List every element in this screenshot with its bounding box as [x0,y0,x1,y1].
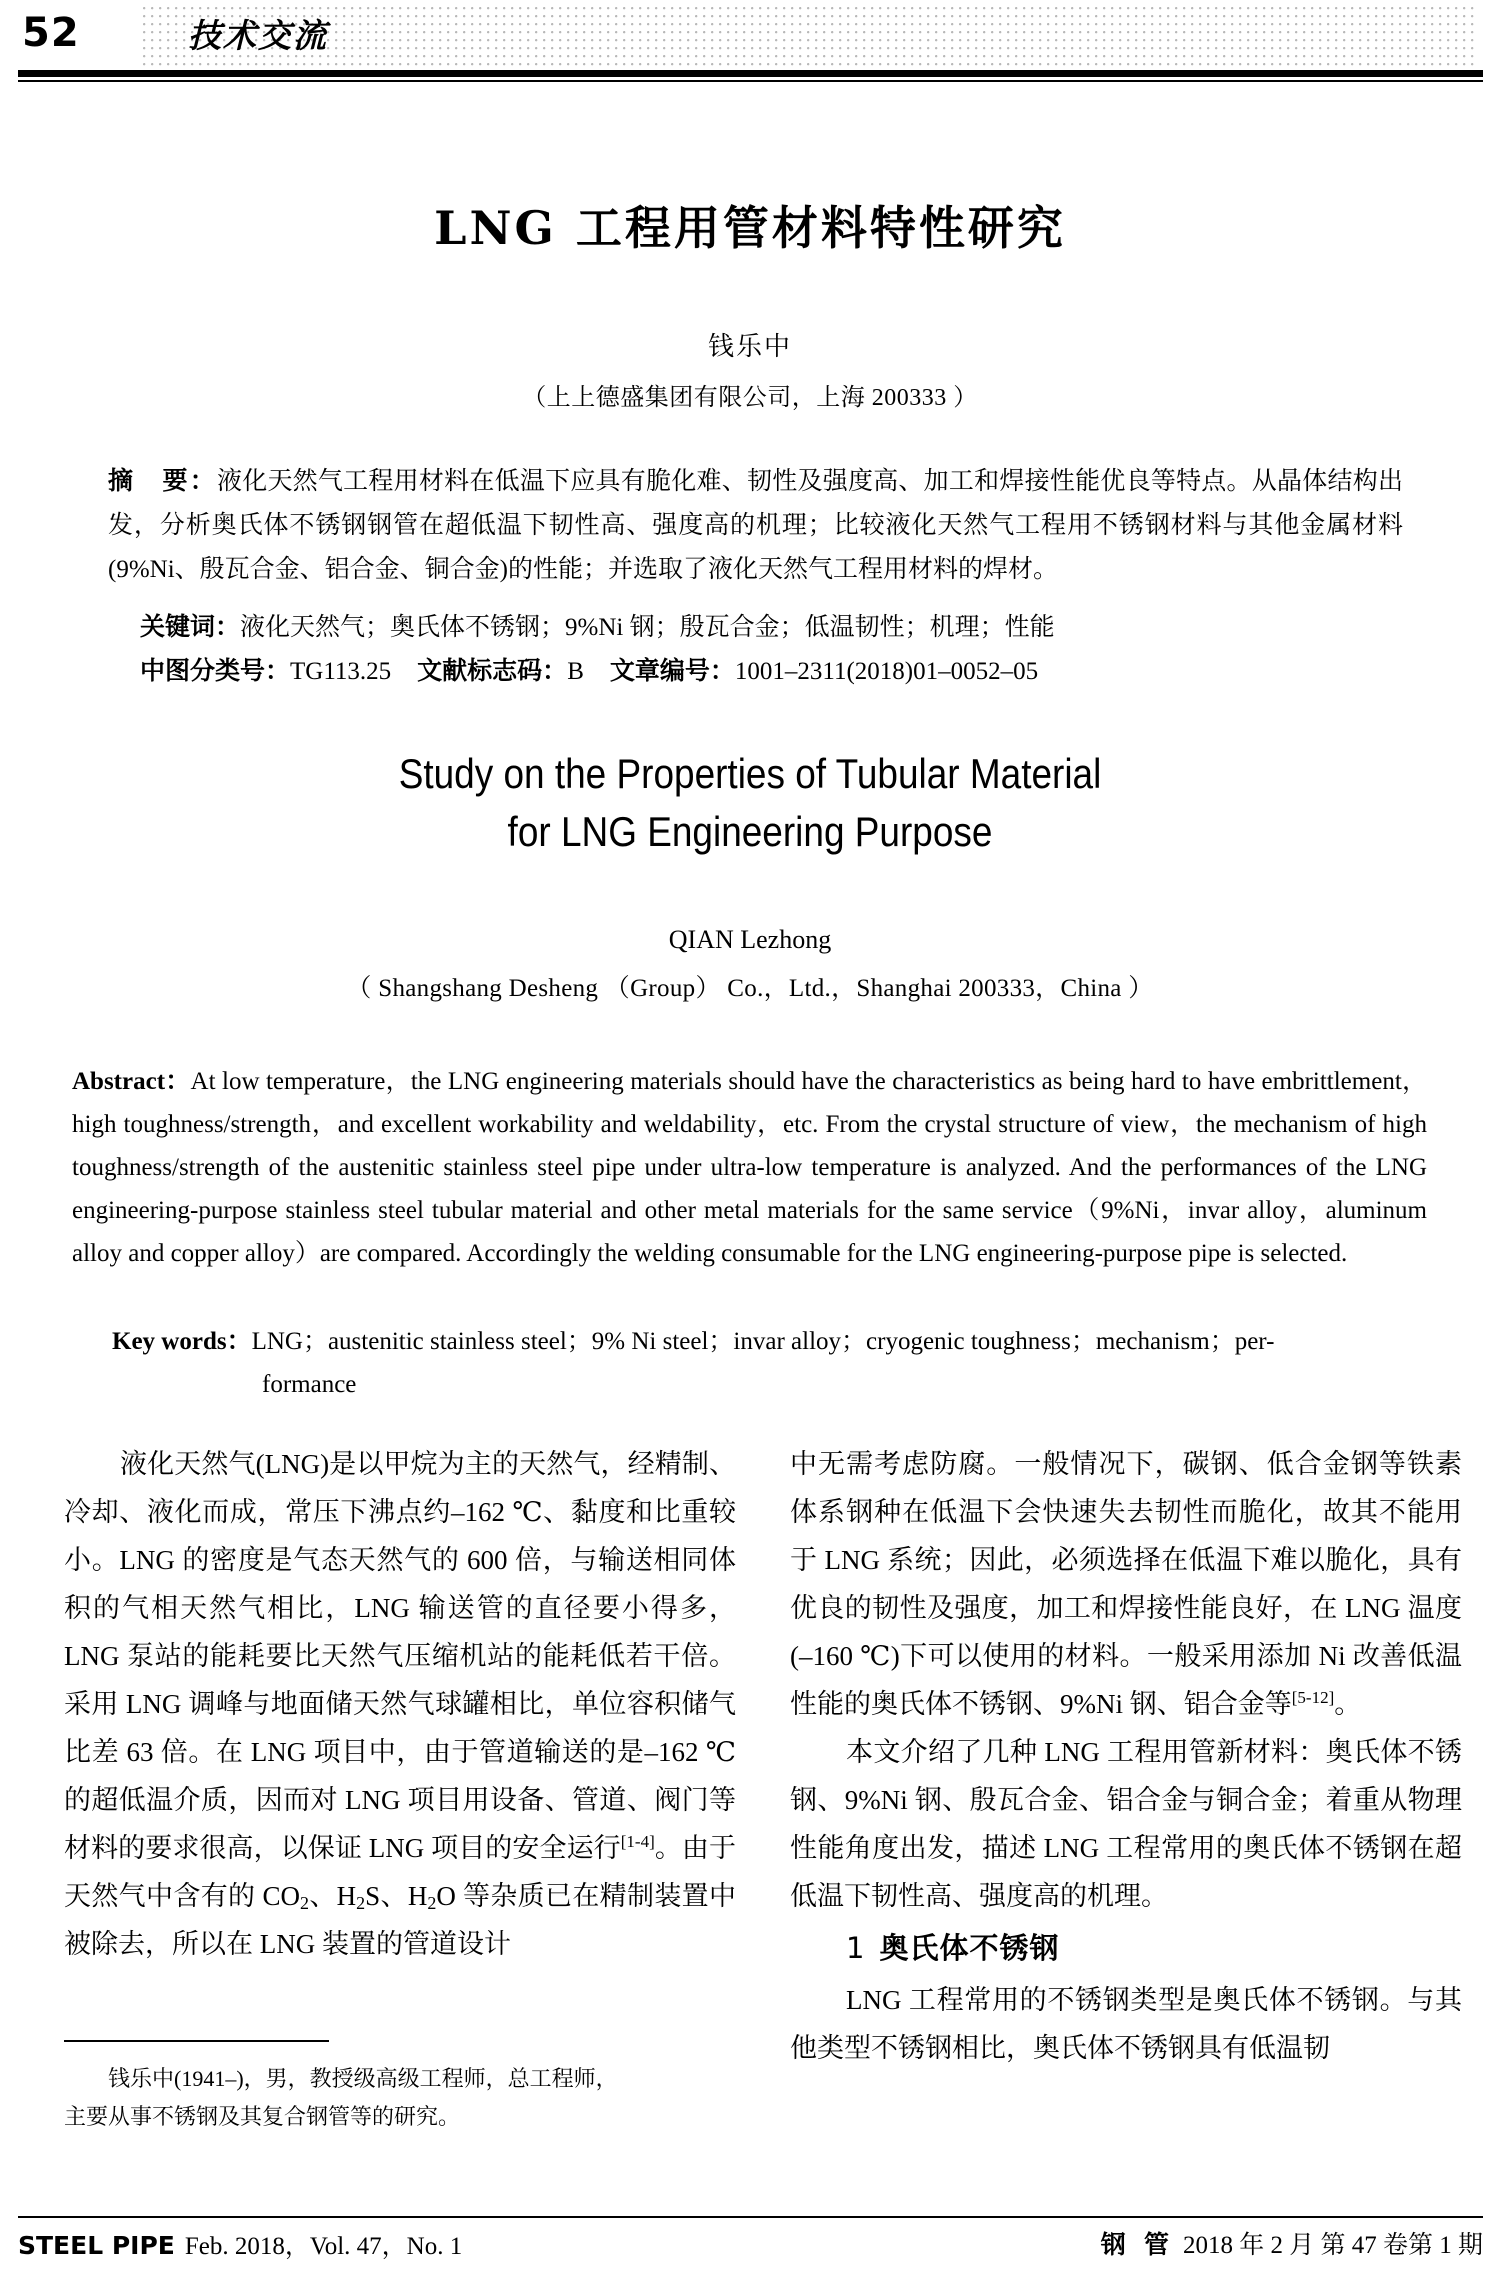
footnote-line: 主要从事不锈钢及其复合钢管等的研究。 [64,2104,461,2129]
keywords-en-text: LNG；austenitic stainless steel；9% Ni steel；invar alloy；cryogenic toughness；mechanism；per- [251,1328,1275,1355]
issue-info-cn: 2018 年 2 月 第 47 卷第 1 期 [1182,2232,1483,2259]
issue-info-en: Feb. 2018，Vol. 47，No. 1 [184,2233,463,2260]
paragraph [64,1440,736,1968]
section-label: 技术交流 [188,16,328,55]
clc-label: 中图分类号： [140,658,291,685]
body-column-left [64,1440,736,1968]
section-title: 奥氏体不锈钢 [879,1931,1060,1965]
paragraph-text-cont: 。由于天然气中含有的 CO [64,1833,736,1911]
keywords-en [72,1320,1427,1363]
doc-code-value: B [567,658,584,685]
page-title-en-line1: Study on the Properties of Tubular Material [398,750,1102,797]
paragraph-text-cont: S、H [365,1881,428,1911]
paragraph-text-cont: O 等杂质已在精制装置中被除去，所以在 LNG 装置的管道设计 [64,1881,737,1959]
paragraph-text-cont: 、H [308,1881,357,1911]
keywords-cn [140,606,1055,650]
citation-ref: [1-4] [620,1832,655,1851]
subscript: 2 [427,1892,437,1913]
abstract-cn [108,460,1403,592]
paragraph-text-cont: 。 [1334,1689,1362,1719]
journal-name-en: STEEL PIPE [18,2231,175,2260]
footer-rule [18,2216,1483,2218]
page-title-en-line2: for LNG Engineering Purpose [507,808,993,855]
keywords-cn-text: 液化天然气；奥氏体不锈钢；9%Ni 钢；殷瓦合金；低温韧性；机理；性能 [240,614,1055,641]
section-heading [790,1920,1462,1976]
footnote-separator-rule [64,2040,329,2042]
abstract-en [72,1060,1427,1275]
running-head [0,0,1500,76]
paragraph-text: 液化天然气(LNG)是以甲烷为主的天然气，经精制、冷却、液化而成，常压下沸点约–162 ℃、黏度和比重较小。LNG 的密度是气态天然气的 600 倍，与输送相同体积的气相天然气相比，LNG 输送管的直径要小得多，LNG 泵站的能耗要比天然气压缩机站的能耗低若干倍。采用 LNG 调峰与地面储天然气球罐相比，单位容积储气比差 63 倍。在 LNG 项目中，由于管道输送的是–162 ℃的超低温介质，因而对 LNG 项目用设备、管道、阀门等材料的要求很高，以保证 LNG 项目的安全运行 [64,1449,736,1863]
abstract-cn-label: 摘 要： [108,468,217,495]
keywords-en-continuation: formance [262,1371,357,1398]
clc-value: TG113.25 [290,658,392,685]
keywords-cn-label: 关键词： [140,614,241,641]
author-name-cn: 钱乐中 [707,332,792,362]
page-title-cn: LNG 工程用管材料特性研究 [434,201,1066,255]
author-name-en: QIAN Lezhong [668,925,832,954]
paragraph-text: 中无需考虑防腐。一般情况下，碳钢、低合金钢等铁素体系钢种在低温下会快速失去韧性而脆化，故其不能用于 LNG 系统；因此，必须选择在低温下难以脆化，具有优良的韧性及强度，加工和焊接性能良好，在 LNG 温度(–160 ℃)下可以使用的材料。一般采用添加 Ni 改善低温性能的奥氏体不锈钢、9%Ni 钢、铝合金等 [790,1449,1462,1719]
keywords-en-label: Key words： [112,1328,252,1355]
classification-line [140,650,1064,694]
paragraph: LNG 工程常用的不锈钢类型是奥氏体不锈钢。与其他类型不锈钢相比，奥氏体不锈钢具有低温韧 [790,1985,1462,2063]
page-footer [18,2224,1483,2268]
doc-code-label: 文献标志码： [417,658,568,685]
doc-code-segment [417,658,584,685]
subscript: 2 [356,1892,366,1913]
article-id-value: 1001–2311(2018)01–0052–05 [734,658,1039,685]
paragraph [790,1440,1462,1728]
author-affiliation-en: （ Shangshang Desheng （Group） Co.，Ltd.，Shanghai 200333，China ） [346,975,1154,1002]
author-biography-footnote [64,2060,736,2136]
subscript: 2 [299,1892,309,1913]
journal-name-cn: 钢 管 [1100,2232,1175,2259]
abstract-en-label: Abstract： [72,1068,191,1095]
author-affiliation-cn: （上上德盛集团有限公司，上海 200333 ） [522,385,978,411]
header-rule-thin [18,80,1483,82]
section-number: 1 [846,1931,866,1965]
abstract-cn-text: 液化天然气工程用材料在低温下应具有脆化难、韧性及强度高、加工和焊接性能优良等特点。从晶体结构出发，分析奥氏体不锈钢钢管在超低温下韧性高、强度高的机理；比较液化天然气工程用不锈钢材料与其他金属材料(9%Ni、殷瓦合金、铝合金、铜合金)的性能；并选取了液化天然气工程用材料的焊材。 [108,468,1403,583]
footer-left [18,2224,462,2269]
footer-right [1101,2224,1483,2268]
article-id-label: 文章编号： [609,658,735,685]
footnote-line: 钱乐中(1941–)，男，教授级高级工程师，总工程师， [108,2066,618,2091]
page-number: 52 [22,10,80,56]
running-head-band [143,7,1478,67]
paragraph: 本文介绍了几种 LNG 工程用管新材料：奥氏体不锈钢、9%Ni 钢、殷瓦合金、铝合金与铜合金；着重从物理性能角度出发，描述 LNG 工程常用的奥氏体不锈钢在超低温下韧性高、强度高的机理。 [790,1737,1462,1911]
article-id-segment [610,658,1038,685]
clc-segment [140,658,391,685]
header-rule-thick [18,70,1483,77]
citation-ref: [5-12] [1291,1688,1335,1707]
body-column-right [790,1440,1462,2072]
abstract-en-text: At low temperature，the LNG engineering materials should have the characteristics as being hard to have embrittlement，high toughness/strength，and excellent workability and weldability，etc. From the crystal structure of view，the mechanism of high toughness/strength of the austenitic stainless steel pipe under ultra-low temperature is analyzed. And the performances of the LNG engineering-purpose stainless steel tubular material and other metal materials for the same service（9%Ni，invar alloy，aluminum alloy and copper alloy）are compared. Accordingly the welding consumable for the LNG engineering-purpose pipe is selected. [72,1068,1428,1267]
